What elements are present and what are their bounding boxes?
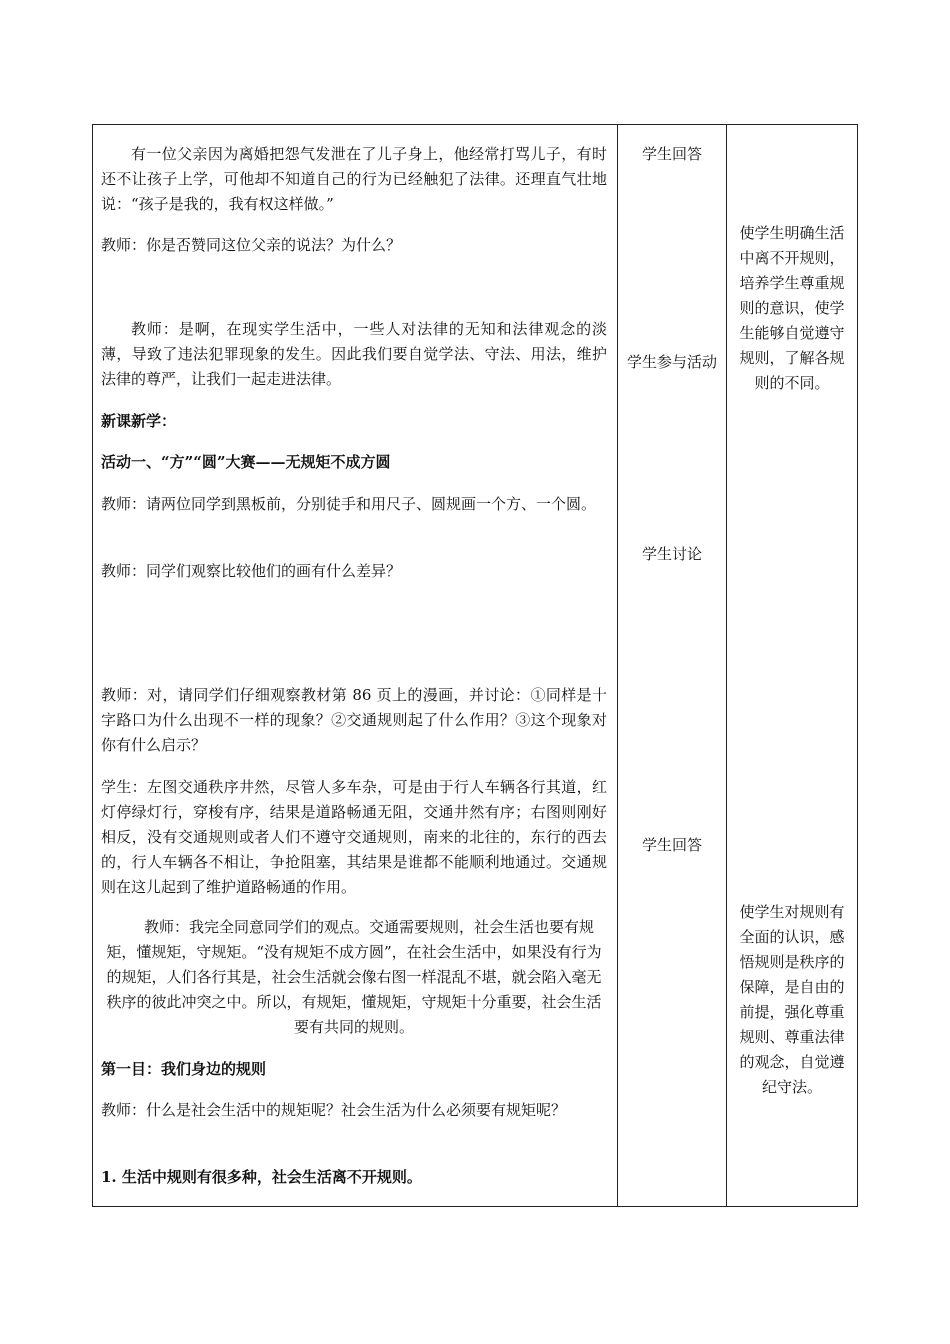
student-answer: 学生：左图交通秩序井然，尽管人多车杂，可是由于行人车辆各行其道，红灯停绿灯行，穿梭有序，结果是道路畅通无阻，交通井然有序；右图则刚好相反，没有交通规则或者人们不遵守交通规则，南来的北往的，东行的西去的，行人车辆各不相让，争抢阻塞，其结果是谁都不能顺利地通过。交通规则在这儿起到了维护道路畅通的作用。 [101,778,607,896]
design-intent-1: 使学生明确生活中离不开规则，培养学生尊重规则的意识，使学生能够自觉遵守规则，了解各规则的不同。 [739,224,845,392]
column-divider-1 [617,125,618,1206]
section-one-heading: 第一目：我们身边的规则 [101,1060,267,1078]
design-intent-2: 使学生对规则有全面的认识，感悟规则是秩序的保障，是自由的前提，强化尊重规则、尊重法律的观念，自觉遵纪守法。 [739,903,845,1096]
teacher-question-2: 教师：同学们观察比较他们的画有什么差异？ [101,562,402,580]
teacher-question-3: 教师：什么是社会生活中的规矩呢？社会生活为什么必须要有规矩呢？ [101,1101,567,1119]
new-lesson-heading: 新课新学： [101,412,177,430]
student-activity-1: 学生回答 [641,145,702,163]
activity-one-heading: 活动一、“方”“圆”大赛——无规矩不成方圆 [101,453,391,471]
point-one-heading: 1. 生活中规则有很多种，社会生活离不开规则。 [101,1168,422,1186]
student-activity-4: 学生回答 [641,836,702,854]
teacher-summary-2: 教师：我完全同意同学们的观点。交通需要规则，社会生活也要有规矩，懂规矩，守规矩。“没有规矩不成方圆”，在社会生活中，如果没有行为的规矩，人们各行其是，社会生活就会像右图一样混乱不堪，就会陷入毫无秩序的彼此冲突之中。所以，有规矩，懂规矩，守规矩十分重要，社会生活要有共同的规则。 [106,918,602,1036]
teacher-discussion-prompt: 教师：对，请同学们仔细观察教材第 86 页上的漫画，并讨论：①同样是十字路口为什么出现不一样的现象？②交通规则起了什么作用？③这个现象对你有什么启示？ [101,686,607,754]
student-activity-2: 学生参与活动 [626,353,717,371]
column-divider-2 [726,125,727,1206]
teacher-summary-1: 教师：是啊，在现实学生活中，一些人对法律的无知和法律观念的淡薄，导致了违法犯罪现象的发生。因此我们要自觉学法、守法、用法，维护法律的尊严，让我们一起走进法律。 [101,320,607,388]
lesson-table [92,124,858,1207]
teacher-question-1: 教师：你是否赞同这位父亲的说法？为什么？ [101,236,402,254]
teacher-instruction: 教师：请两位同学到黑板前，分别徒手和用尺子、圆规画一个方、一个圆。 [101,495,597,513]
student-activity-3: 学生讨论 [641,545,702,563]
story-paragraph: 有一位父亲因为离婚把怨气发泄在了儿子身上，他经常打骂儿子，有时还不让孩子上学，可他却不知道自己的行为已经触犯了法律。还理直气壮地说：“孩子是我的，我有权这样做。” [101,145,607,213]
